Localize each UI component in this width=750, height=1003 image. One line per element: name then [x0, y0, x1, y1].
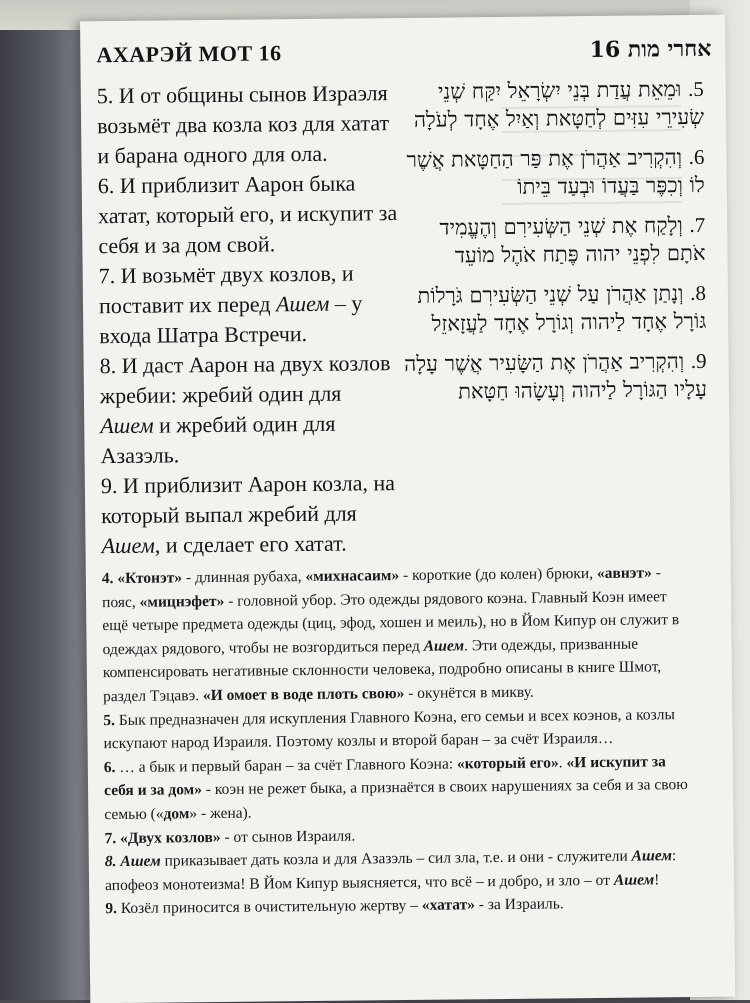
text-run: «авнэт» [596, 564, 652, 582]
text-run: – у входа Шатра Встречи. [99, 290, 363, 349]
text-run: - окунётся в микву. [404, 683, 534, 702]
verse-text: וְלָקַח אֶת שְׁנֵי הַשְּׂעִירִם וְהֶעֱמִיד אֹתָם לִפְנֵי יהוה פֶּתַח אֹהֶל מוֹעֵד [439, 213, 706, 268]
text-run: 9. И приблизит Аарон козла, на который выпал жребий для [100, 470, 396, 529]
text-run: . [558, 754, 567, 772]
text-run: - головной убор. Это одежды рядового коэна. Главный Коэн имеет ещё четыре предмета одежды (циц, эфод, хошен и меиль), но в Йом Кипур он служит в одеждах рядового, чтобы не возгордиться перед [102, 587, 680, 658]
commentary-note [105, 891, 695, 921]
text-run: 9. [105, 900, 118, 918]
text-run: «мицнэфет» [139, 592, 225, 611]
text-run: 7. И возьмёт двух козлов, и поставит их перед [98, 260, 354, 319]
text-run: «И омоет в воде плоть свою» [202, 684, 405, 705]
text-run: - пояс, [102, 564, 661, 611]
verse-number: 6. [688, 144, 705, 170]
text-run: 7. [104, 829, 117, 847]
text-run: и жребий один для Азазэль. [100, 410, 336, 469]
text-run: Ашем [613, 871, 655, 889]
text-run: : апофеоз монотеизма! В Йом Кипур выясняется, что всё – и добро, и зло – от [104, 847, 677, 894]
text-run: Ашем [101, 532, 155, 559]
text-run: «михнасаим» [305, 567, 400, 586]
verse-text: וּמֵאֵת עֲדַת בְּנֵי יִשְׂרָאֵל יִקַּח שְׁנֵי שְׂעִירֵי עִזִּים לְחַטָּאת וְאַיִל אֶחָד לְעֹלָה [413, 77, 705, 132]
text-run: Ашем [423, 637, 465, 655]
hebrew-verse [399, 75, 705, 134]
commentary-notes [102, 561, 696, 921]
russian-verse [97, 78, 398, 171]
russian-verse [99, 258, 400, 351]
text-run: «Двух козлов» [119, 828, 221, 847]
russian-verse [98, 168, 399, 261]
verse-number: 8. [690, 280, 707, 306]
text-run: 8. Ашем [104, 852, 161, 871]
hebrew-verse [401, 279, 707, 338]
text-run: «хатат» [421, 896, 476, 915]
text-run: Ашем [631, 847, 673, 865]
text-run: - коэн не режет быка, а признаётся в своих нарушениях за себя и за свою семью (« [104, 776, 688, 824]
hebrew-verse [400, 211, 706, 270]
text-run: Козёл приносится в очистительную жертву – [116, 897, 422, 918]
text-run: «который его» [456, 754, 559, 773]
verse-text: וְנָתַן אַהֲרֹן עַל שְׁנֵי הַשְּׂעִירִם גֹּרָלוֹת גּוֹרָל אֶחָד לַיהוה וְגוֹרָל אֶחָד לַעֲזָאזֵל [417, 281, 707, 336]
verse-number: 9. [690, 348, 707, 373]
text-run: 6. И приблизит Аарон быка хатат, который его, и искупит за себя и за дом свой. [97, 170, 398, 259]
header-hebrew: אחרי מות 16 [589, 35, 712, 64]
text-run: «Ктонэт» [117, 569, 183, 588]
commentary-note [103, 703, 693, 756]
commentary-note [102, 561, 693, 709]
text-run: - за Израиль. [474, 895, 564, 914]
commentary-note [105, 844, 695, 897]
text-run: . Эти одежды, призванные компенсировать негативные склонности человека, подробно описаны в книге Шмот, раздел Тэцавэ. [102, 635, 662, 706]
text-run: Ашем [100, 412, 154, 439]
text-run: » - жена). [189, 804, 252, 823]
text-run: Ашем [275, 290, 330, 317]
text-run: «И искупит за себя и за дом» [103, 753, 666, 800]
text-run: дом [163, 805, 190, 823]
commentary-note [104, 750, 695, 827]
russian-translation-column [97, 78, 402, 561]
text-run: 6. [103, 758, 116, 776]
text-run: 5. И от общины сынов Израэля возьмёт два козла коз для хатат и барана одного для ола. [96, 80, 390, 169]
verse-number: 5. [687, 76, 704, 102]
russian-verse [101, 468, 402, 561]
text-run: - короткие (до колен) брюки, [399, 564, 598, 585]
page-header [96, 31, 711, 73]
text-run: 8. И даст Аарон на двух козлов жребии: жребий один для [99, 350, 391, 409]
text-run: - от сынов Израиля. [220, 827, 356, 846]
verse-text: וְהִקְרִיב אַהֲרֹן אֶת פַּר הַחַטָּאת אֲשֶׁר לוֹ וְכִפֶּר בַּעֲדוֹ וּבְעַד בֵּיתוֹ [406, 145, 705, 199]
text-run: … а бык и первый баран – за счёт Главного Коэна: [115, 755, 458, 776]
text-run: приказывает дать козла и для Азазэль – сил зла, т.е. и они - служители [160, 847, 632, 870]
russian-verse [99, 348, 400, 471]
text-run: Бык предназначен для искупления Главного Коэна, его семьи и всех коэнов, а козлы искупают народ Израиля. Поэтому козлы и второй баран – за счёт Израиля… [103, 705, 675, 753]
hebrew-verse [399, 143, 705, 202]
text-run: ! [654, 871, 660, 889]
hebrew-verse [401, 347, 707, 406]
text-run: 5. [103, 711, 116, 729]
hebrew-text-column [399, 75, 708, 418]
book-page [80, 15, 735, 1003]
header-russian: АХАРЭЙ МОТ 16 [96, 40, 282, 68]
verse-text: וְהִקְרִיב אַהֲרֹן אֶת הַשָּׂעִיר אֲשֶׁר עָלָה עָלָיו הַגּוֹרָל לַיהוה וְעָשָׂהוּ חַטָּאת [404, 349, 708, 404]
text-run: , и сделает его хатат. [154, 530, 347, 558]
text-run: - длинная рубаха, [182, 568, 306, 587]
text-run: 4. [101, 570, 118, 588]
desk-background-left [0, 0, 90, 1000]
verse-number: 7. [689, 212, 706, 238]
